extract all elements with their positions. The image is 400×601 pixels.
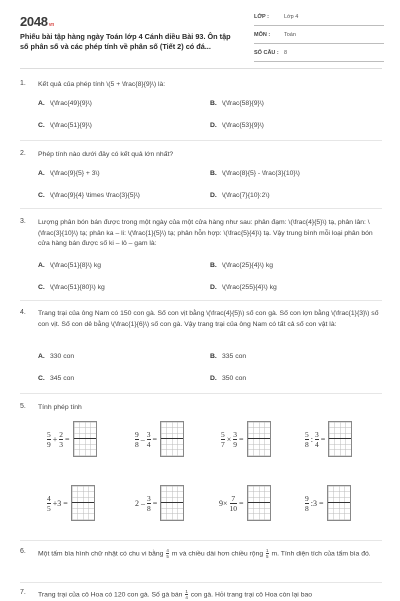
expression-1 <box>46 421 97 457</box>
equals-sign: = <box>239 498 244 508</box>
question-number: 5. <box>20 403 26 410</box>
equals-sign: = <box>152 498 158 508</box>
option-text: 335 con <box>222 353 247 360</box>
fraction <box>147 494 151 513</box>
denominator: 8 <box>147 503 151 513</box>
option-text: \(\frac{58}{9}\) <box>222 100 264 107</box>
denominator: 8 <box>135 439 139 449</box>
option-a[interactable] <box>38 170 100 177</box>
answer-box[interactable] <box>160 421 184 457</box>
denominator: 7 <box>221 439 225 449</box>
fraction <box>47 494 51 513</box>
denominator: 5 <box>166 554 169 559</box>
option-text: \(\frac{51}{80}\) kg <box>50 284 105 291</box>
meta-key: MÔN : <box>254 32 271 38</box>
numerator: 1 <box>266 548 269 553</box>
logo-suffix: vn <box>48 22 54 28</box>
question-text: Trang trại của ông Nam có 150 con gà. Số con vịt bằng \(\frac{4}{5}\) số con gà. Số con lợn bằng \(\frac{1}{3}\) số con vịt. Số con dê bằng \(\frac{1}{6}\) số con gà. Vậy trang trại của ông Nam có tất cả số con vật là: <box>38 310 379 328</box>
denominator: 8 <box>305 503 309 513</box>
numerator: 2 <box>59 429 64 439</box>
option-text: \(\frac{49}{9}\) <box>50 100 92 107</box>
text-segment: Trang trại của cô Hoa có 120 con gà. Số gà bán <box>38 591 183 599</box>
whole-number: 9× <box>219 498 228 508</box>
option-text: \(\frac{255}{4}\) kg <box>222 284 277 291</box>
denominator: 10 <box>229 503 238 513</box>
logo-text: 2048 <box>20 14 48 29</box>
question-number: 3. <box>20 218 26 225</box>
option-c[interactable] <box>38 284 105 291</box>
option-letter: D. <box>210 192 217 199</box>
answer-box[interactable] <box>327 485 351 521</box>
fraction <box>315 430 319 449</box>
fraction <box>221 430 225 449</box>
option-d[interactable] <box>210 192 270 199</box>
option-letter: A. <box>38 262 45 269</box>
meta-row-class <box>254 12 384 26</box>
option-b[interactable] <box>210 170 300 177</box>
question-number: 7. <box>20 589 26 596</box>
option-letter: D. <box>210 284 217 291</box>
operator: +3 <box>52 498 62 508</box>
denominator: 8 <box>305 439 309 449</box>
meta-key: LỚP : <box>254 14 269 20</box>
option-letter: B. <box>210 170 217 177</box>
option-letter: B. <box>210 100 217 107</box>
numerator: 3 <box>147 493 151 503</box>
denominator: 4 <box>185 595 188 600</box>
option-letter: B. <box>210 262 217 269</box>
worksheet-meta <box>254 12 384 66</box>
option-letter: A. <box>38 170 45 177</box>
option-letter: D. <box>210 122 217 129</box>
option-d[interactable] <box>210 122 264 129</box>
question-separator <box>20 140 382 141</box>
option-b[interactable] <box>210 100 264 107</box>
numerator: 9 <box>305 493 309 503</box>
numerator: 3 <box>314 429 319 439</box>
meta-row-subject <box>254 30 384 44</box>
option-a[interactable] <box>38 262 101 269</box>
operator: × <box>226 434 232 444</box>
fraction <box>305 494 309 513</box>
meta-key: SỐ CÂU : <box>254 50 279 56</box>
expression-7 <box>218 485 271 521</box>
expression-4 <box>304 421 352 457</box>
equals-sign: = <box>152 434 158 444</box>
header-divider <box>20 68 382 69</box>
fraction <box>135 430 139 449</box>
question-number: 4. <box>20 309 26 316</box>
document-title: Phiếu bài tập hàng ngày Toán lớp 4 Cánh diều Bài 93. Ôn tập số phân số và các phép tính về phân số (Tiết 2) có đá... <box>20 32 231 51</box>
question-separator <box>20 300 382 301</box>
option-letter: C. <box>38 284 45 291</box>
option-d[interactable] <box>210 375 246 382</box>
expression-2 <box>134 421 184 457</box>
operator: + <box>52 434 58 444</box>
answer-box[interactable] <box>71 485 95 521</box>
meta-value: Lớp 4 <box>284 14 299 20</box>
fraction <box>47 430 51 449</box>
option-text: \(\frac{8}{5} - \frac{3}{10}\) <box>222 170 300 177</box>
fraction <box>147 430 151 449</box>
option-text: 350 con <box>222 375 247 382</box>
question-text <box>38 548 383 560</box>
option-text: \(\frac{53}{9}\) <box>222 122 264 129</box>
denominator: 9 <box>47 439 51 449</box>
fraction <box>305 430 309 449</box>
answer-box[interactable] <box>160 485 184 521</box>
expression-5 <box>46 485 95 521</box>
option-letter: D. <box>210 375 217 382</box>
expression-8 <box>304 485 351 521</box>
option-b[interactable] <box>210 353 246 360</box>
denominator: 4 <box>314 439 319 449</box>
numerator: 7 <box>231 493 236 503</box>
denominator: 4 <box>146 439 151 449</box>
operator: – <box>141 498 145 508</box>
option-a[interactable] <box>38 353 74 360</box>
denominator: 3 <box>59 439 64 449</box>
numerator: 3 <box>146 429 151 439</box>
option-letter: C. <box>38 192 45 199</box>
denominator: 5 <box>47 503 51 513</box>
question-number: 2. <box>20 150 26 157</box>
question-text <box>38 589 383 601</box>
question-separator <box>20 393 382 394</box>
question-number: 6. <box>20 548 26 555</box>
fraction <box>233 430 237 449</box>
option-text: \(\frac{7}{10}:2\) <box>222 192 270 199</box>
text-segment: m. Tính diện tích của tấm bìa đó. <box>271 550 371 558</box>
question-text: Lượng phân bón bán được trong một ngày của một cửa hàng như sau: phân đạm: \(\frac{4}{5}\) tạ, phân lân: \(\frac{3}{10}\) tạ; phân ka – li: \(\frac{1}{5}\) tạ; phân hỗn hợp: \(\frac{5}{4}\) tạ. Vậy trung bình mỗi loại phân bón cửa hàng bán được số ki – lô – gam là: <box>38 219 373 247</box>
whole-number: 2 <box>135 498 139 508</box>
question-text: Kết quả của phép tính \(5 + \frac{8}{9}\) là: <box>38 81 166 88</box>
option-letter: C. <box>38 122 45 129</box>
answer-box[interactable] <box>247 485 271 521</box>
answer-box[interactable] <box>247 421 271 457</box>
equals-sign: = <box>318 498 324 508</box>
equals-sign: = <box>63 498 68 508</box>
option-c[interactable] <box>38 192 140 199</box>
question-text: Tính phép tính <box>38 404 82 411</box>
meta-value: Toán <box>284 32 296 38</box>
operator: :3 <box>310 498 317 508</box>
option-text: 345 con <box>50 375 75 382</box>
expression-6 <box>134 485 184 521</box>
answer-box[interactable] <box>328 421 352 457</box>
equals-sign: = <box>320 434 326 444</box>
question-text: Phép tính nào dưới đây có kết quả lớn nhất? <box>38 151 174 158</box>
denominator: 9 <box>233 439 238 449</box>
fraction <box>185 589 188 600</box>
operator: – <box>140 434 145 444</box>
numerator: 5 <box>47 429 51 439</box>
option-d[interactable] <box>210 284 277 291</box>
numerator: 1 <box>185 589 188 594</box>
denominator: 5 <box>266 554 269 559</box>
answer-box[interactable] <box>73 421 97 457</box>
option-c[interactable] <box>38 122 92 129</box>
site-logo[interactable] <box>20 14 54 29</box>
question-separator <box>20 540 382 541</box>
option-a[interactable] <box>38 100 92 107</box>
option-letter: B. <box>210 353 217 360</box>
question-separator <box>20 208 382 209</box>
option-text: \(\frac{9}{5} + 3\) <box>50 170 100 177</box>
numerator: 5 <box>221 429 225 439</box>
meta-value: 8 <box>284 50 288 56</box>
fraction <box>59 430 63 449</box>
equals-sign: = <box>65 434 70 444</box>
option-c[interactable] <box>38 375 74 382</box>
worksheet-header <box>0 0 400 68</box>
fraction <box>266 548 269 559</box>
option-text: \(\frac{9}{4} \times \frac{3}{5}\) <box>50 192 140 199</box>
question-separator <box>20 582 382 583</box>
equals-sign: = <box>239 434 244 444</box>
option-letter: A. <box>38 353 45 360</box>
text-segment: Một tấm bìa hình chữ nhật có chu vi bằng <box>38 550 164 558</box>
option-letter: C. <box>38 375 45 382</box>
question-number: 1. <box>20 80 26 87</box>
option-b[interactable] <box>210 262 273 269</box>
expression-3 <box>220 421 271 457</box>
fraction <box>230 494 238 513</box>
operator: : <box>310 434 313 444</box>
numerator: 4 <box>166 548 169 553</box>
option-text: \(\frac{51}{9}\) <box>50 122 92 129</box>
numerator: 4 <box>47 493 51 503</box>
option-text: 330 con <box>50 353 75 360</box>
numerator: 5 <box>305 429 309 439</box>
option-letter: A. <box>38 100 45 107</box>
numerator: 3 <box>233 429 238 439</box>
meta-row-count <box>254 48 384 62</box>
fraction <box>166 548 169 559</box>
numerator: 9 <box>135 429 139 439</box>
text-segment: con gà. Hỏi trang trại cô Hoa còn lại bao <box>190 591 313 599</box>
option-text: \(\frac{25}{4}\) kg <box>222 262 274 269</box>
text-segment: m và chiều dài hơn chiều rộng <box>171 550 264 558</box>
option-text: \(\frac{51}{8}\) kg <box>50 262 102 269</box>
